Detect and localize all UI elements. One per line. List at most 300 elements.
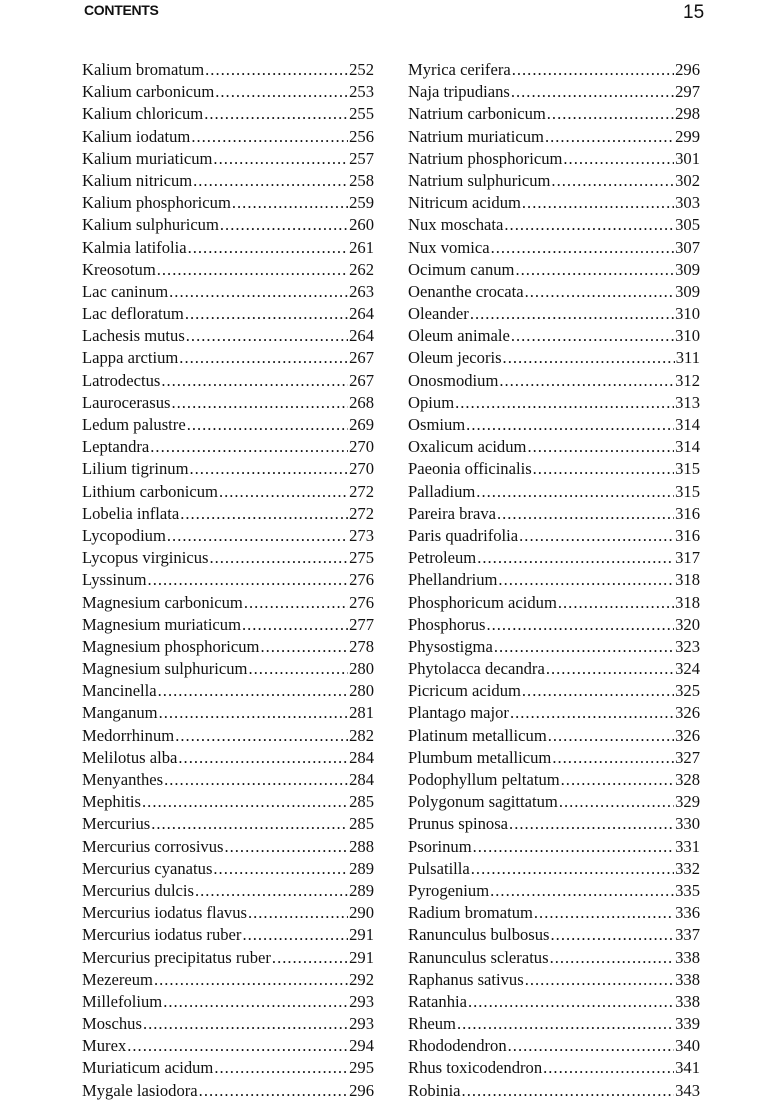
toc-entry-title: Platinum metallicum <box>408 725 547 745</box>
toc-entry-title: Robinia <box>408 1080 461 1100</box>
toc-entry-title: Natrium carbonicum <box>408 104 546 124</box>
dot-leader <box>455 392 674 414</box>
toc-entry-page: 311 <box>675 348 700 368</box>
dot-leader <box>209 547 348 569</box>
toc-entry-title: Mezereum <box>82 969 153 989</box>
toc-entry-page: 314 <box>675 437 700 457</box>
toc-entry-title: Kreosotum <box>82 259 156 279</box>
toc-entry-page: 272 <box>349 481 374 501</box>
toc-entry-page: 293 <box>349 991 374 1011</box>
toc-entry <box>82 59 374 81</box>
toc-entry <box>408 658 700 680</box>
toc-entry-title: Phellandrium <box>408 570 498 590</box>
toc-entry <box>408 59 700 81</box>
toc-entry <box>82 725 374 747</box>
dot-leader <box>490 880 674 902</box>
dot-leader <box>473 836 674 858</box>
toc-entry-title: Lappa arctium <box>82 348 179 368</box>
toc-entry-title: Pareira brava <box>408 503 496 523</box>
toc-entry-page: 325 <box>675 681 700 701</box>
dot-leader <box>509 813 674 835</box>
toc-entry <box>408 592 700 614</box>
toc-entry-title: Kalium carbonicum <box>82 82 215 102</box>
toc-entry-page: 284 <box>349 747 374 767</box>
toc-entry-title: Kalium chloricum <box>82 104 204 124</box>
toc-entry <box>82 503 374 525</box>
toc-entry <box>408 991 700 1013</box>
toc-entry-title: Kalium muriaticum <box>82 148 213 168</box>
toc-entry <box>408 1013 700 1035</box>
toc-entry <box>408 702 700 724</box>
dot-leader <box>551 924 675 946</box>
toc-entry-title: Phosphoricum acidum <box>408 592 557 612</box>
dot-leader <box>214 1057 348 1079</box>
toc-entry-page: 267 <box>349 370 374 390</box>
dot-leader <box>143 1013 348 1035</box>
toc-entry <box>408 259 700 281</box>
toc-entry <box>82 81 374 103</box>
dot-leader <box>161 370 348 392</box>
toc-entry-page: 273 <box>349 525 374 545</box>
toc-entry <box>82 214 374 236</box>
toc-entry-title: Kalmia latifolia <box>82 237 187 257</box>
toc-entry <box>82 1013 374 1035</box>
dot-leader <box>169 281 348 303</box>
toc-entry-title: Nux moschata <box>408 215 504 235</box>
toc-entry <box>408 858 700 880</box>
dot-leader <box>477 547 674 569</box>
toc-entry-title: Ocimum canum <box>408 259 515 279</box>
toc-entry-page: 278 <box>349 636 374 656</box>
toc-entry-title: Lycopus virginicus <box>82 548 209 568</box>
toc-entry-title: Pulsatilla <box>408 858 470 878</box>
contents-column-right <box>408 59 700 1102</box>
toc-entry-title: Lyssinum <box>82 570 147 590</box>
toc-entry <box>408 947 700 969</box>
toc-entry <box>82 858 374 880</box>
toc-entry-page: 296 <box>675 60 700 79</box>
dot-leader <box>204 103 348 125</box>
toc-entry-title: Plumbum metallicum <box>408 747 552 767</box>
toc-entry-title: Mercurius iodatus ruber <box>82 925 242 945</box>
toc-entry-title: Oleander <box>408 304 469 324</box>
toc-entry-title: Natrium muriaticum <box>408 126 544 146</box>
toc-entry-title: Polygonum sagittatum <box>408 792 558 812</box>
dot-leader <box>499 370 674 392</box>
dot-leader <box>213 858 348 880</box>
toc-entry-page: 284 <box>349 770 374 789</box>
dot-leader <box>127 1035 348 1057</box>
dot-leader <box>525 969 674 991</box>
toc-entry-title: Medorrhinum <box>82 725 175 745</box>
toc-entry <box>408 1035 700 1057</box>
toc-entry-title: Kalium bromatum <box>82 60 205 79</box>
toc-entry-page: 252 <box>349 60 374 79</box>
toc-entry-title: Leptandra <box>82 437 150 457</box>
toc-entry-title: Magnesium muriaticum <box>82 614 241 634</box>
toc-entry-page: 257 <box>349 148 374 168</box>
toc-entry <box>408 192 700 214</box>
toc-entry-title: Mercurius precipitatus ruber <box>82 947 271 967</box>
toc-entry <box>82 281 374 303</box>
toc-entry <box>82 836 374 858</box>
toc-entry <box>82 680 374 702</box>
toc-entry-title: Radium bromatum <box>408 903 533 923</box>
toc-entry <box>82 458 374 480</box>
toc-entry-title: Lilium tigrinum <box>82 459 189 479</box>
toc-entry-page: 301 <box>675 148 700 168</box>
toc-entry-page: 309 <box>675 259 700 279</box>
toc-entry <box>82 148 374 170</box>
toc-entry <box>408 813 700 835</box>
toc-entry-page: 307 <box>675 237 700 257</box>
toc-entry <box>408 569 700 591</box>
dot-leader <box>175 725 348 747</box>
toc-entry-page: 317 <box>675 548 700 568</box>
toc-entry <box>408 924 700 946</box>
toc-entry-title: Lac defloratum <box>82 304 184 324</box>
toc-entry-title: Phosphorus <box>408 614 486 634</box>
toc-entry <box>408 347 700 369</box>
toc-entry <box>408 1080 700 1102</box>
toc-entry-title: Mephitis <box>82 792 142 812</box>
toc-entry-page: 275 <box>349 548 374 568</box>
dot-leader <box>476 481 674 503</box>
dot-leader <box>503 347 675 369</box>
toc-entry-page: 259 <box>349 193 374 213</box>
toc-entry-page: 272 <box>349 503 374 523</box>
toc-entry <box>82 902 374 924</box>
dot-leader <box>215 81 348 103</box>
dot-leader <box>551 170 674 192</box>
dot-leader <box>512 59 674 81</box>
toc-entry <box>82 592 374 614</box>
toc-entry-title: Natrium phosphoricum <box>408 148 563 168</box>
dot-leader <box>220 214 348 236</box>
toc-entry <box>82 1080 374 1102</box>
toc-entry <box>408 836 700 858</box>
toc-entry-page: 295 <box>349 1058 374 1078</box>
toc-entry <box>82 237 374 259</box>
toc-entry <box>82 769 374 791</box>
dot-leader <box>546 658 674 680</box>
toc-entry <box>408 525 700 547</box>
dot-leader <box>260 636 348 658</box>
toc-entry-page: 318 <box>675 570 700 590</box>
dot-leader <box>545 126 674 148</box>
toc-entry-title: Laurocerasus <box>82 392 171 412</box>
dot-leader <box>533 458 674 480</box>
toc-entry-page: 326 <box>675 703 700 723</box>
toc-entry-page: 288 <box>349 836 374 856</box>
toc-entry <box>408 370 700 392</box>
toc-entry-title: Paeonia officinalis <box>408 459 532 479</box>
toc-entry-title: Phytolacca decandra <box>408 659 545 679</box>
toc-entry <box>82 303 374 325</box>
dot-leader <box>519 525 674 547</box>
toc-entry-page: 328 <box>675 770 700 789</box>
toc-entry-title: Podophyllum peltatum <box>408 770 560 789</box>
toc-entry-title: Naja tripudians <box>408 82 510 102</box>
toc-entry-title: Plantago major <box>408 703 509 723</box>
toc-entry-page: 280 <box>349 659 374 679</box>
dot-leader <box>471 858 674 880</box>
toc-entry <box>82 392 374 414</box>
toc-entry-title: Latrodectus <box>82 370 161 390</box>
dot-leader <box>213 148 348 170</box>
toc-entry <box>82 370 374 392</box>
toc-entry-title: Paris quadrifolia <box>408 525 519 545</box>
toc-entry-page: 262 <box>349 259 374 279</box>
toc-entry-title: Prunus spinosa <box>408 814 509 834</box>
toc-entry-title: Mercurius dulcis <box>82 880 194 900</box>
toc-entry-page: 337 <box>675 925 700 945</box>
dot-leader <box>142 791 348 813</box>
dot-leader <box>242 614 348 636</box>
dot-leader <box>522 192 674 214</box>
dot-leader <box>157 259 348 281</box>
dot-leader <box>468 991 674 1013</box>
toc-entry-title: Nitricum acidum <box>408 193 521 213</box>
toc-entry-title: Kalium nitricum <box>82 170 193 190</box>
toc-entry <box>82 525 374 547</box>
toc-entry-page: 327 <box>675 747 700 767</box>
toc-entry-page: 270 <box>349 437 374 457</box>
dot-leader <box>232 192 348 214</box>
toc-entry-title: Mercurius iodatus flavus <box>82 903 247 923</box>
toc-entry <box>82 347 374 369</box>
dot-leader <box>186 325 348 347</box>
toc-entry-page: 285 <box>349 792 374 812</box>
toc-entry <box>408 148 700 170</box>
toc-entry-title: Melilotus alba <box>82 747 178 767</box>
toc-entry-page: 303 <box>675 193 700 213</box>
dot-leader <box>457 1013 674 1035</box>
toc-entry-page: 268 <box>349 392 374 412</box>
dot-leader <box>558 592 674 614</box>
toc-entry-title: Picricum acidum <box>408 681 521 701</box>
dot-leader <box>219 481 348 503</box>
toc-entry-title: Kalium iodatum <box>82 126 191 146</box>
toc-entry <box>408 636 700 658</box>
toc-entry-title: Lac caninum <box>82 281 169 301</box>
toc-entry-title: Onosmodium <box>408 370 499 390</box>
toc-entry-page: 330 <box>675 814 700 834</box>
dot-leader <box>561 769 674 791</box>
toc-entry-title: Rhus toxicodendron <box>408 1058 543 1078</box>
dot-leader <box>508 1035 674 1057</box>
toc-entry-title: Ranunculus bulbosus <box>408 925 550 945</box>
toc-entry <box>82 947 374 969</box>
toc-entry-page: 338 <box>675 991 700 1011</box>
toc-entry <box>82 880 374 902</box>
toc-entry <box>82 791 374 813</box>
toc-entry-page: 297 <box>675 82 700 102</box>
toc-entry-page: 267 <box>349 348 374 368</box>
toc-entry-page: 299 <box>675 126 700 146</box>
toc-entry-title: Myrica cerifera <box>408 60 511 79</box>
toc-entry <box>408 680 700 702</box>
dot-leader <box>242 924 348 946</box>
toc-entry-title: Natrium sulphuricum <box>408 170 551 190</box>
toc-entry-page: 276 <box>349 592 374 612</box>
toc-entry <box>408 902 700 924</box>
toc-entry-title: Opium <box>408 392 455 412</box>
toc-entry-title: Moschus <box>82 1014 142 1034</box>
toc-entry-title: Nux vomica <box>408 237 490 257</box>
toc-entry-title: Mercurius <box>82 814 151 834</box>
dot-leader <box>205 59 348 81</box>
toc-entry-page: 302 <box>675 170 700 190</box>
dot-leader <box>158 680 348 702</box>
dot-leader <box>491 237 675 259</box>
contents-column-left <box>82 59 374 1102</box>
dot-leader <box>248 902 348 924</box>
dot-leader <box>178 747 348 769</box>
toc-entry-title: Oenanthe crocata <box>408 281 524 301</box>
dot-leader <box>179 347 348 369</box>
toc-entry <box>82 103 374 125</box>
toc-entry <box>408 392 700 414</box>
toc-entry-page: 285 <box>349 814 374 834</box>
toc-entry-title: Osmium <box>408 415 466 434</box>
toc-entry <box>82 481 374 503</box>
toc-entry-page: 338 <box>675 969 700 989</box>
toc-entry-title: Murex <box>82 1036 127 1056</box>
toc-entry <box>408 969 700 991</box>
toc-entry-page: 291 <box>349 947 374 967</box>
toc-entry-page: 256 <box>349 126 374 146</box>
toc-entry-title: Rheum <box>408 1014 456 1034</box>
toc-entry <box>408 547 700 569</box>
toc-entry <box>408 170 700 192</box>
toc-entry <box>82 325 374 347</box>
dot-leader <box>547 103 674 125</box>
toc-entry-page: 320 <box>675 614 700 634</box>
toc-entry-page: 312 <box>675 370 700 390</box>
toc-entry <box>82 702 374 724</box>
toc-entry-page: 343 <box>675 1080 700 1100</box>
dot-leader <box>466 414 674 436</box>
dot-leader <box>151 813 348 835</box>
toc-entry-title: Oxalicum acidum <box>408 437 527 457</box>
dot-leader <box>470 303 674 325</box>
toc-entry <box>408 503 700 525</box>
toc-entry-page: 263 <box>349 281 374 301</box>
toc-entry <box>408 1057 700 1079</box>
toc-entry <box>82 614 374 636</box>
toc-entry-page: 339 <box>675 1014 700 1034</box>
page-number: 15 <box>683 2 705 23</box>
toc-entry-page: 277 <box>349 614 374 634</box>
dot-leader <box>510 702 674 724</box>
toc-entry-page: 318 <box>675 592 700 612</box>
toc-entry-title: Raphanus sativus <box>408 969 524 989</box>
toc-entry-page: 293 <box>349 1014 374 1034</box>
toc-entry-page: 341 <box>675 1058 700 1078</box>
toc-entry-title: Magnesium sulphuricum <box>82 659 248 679</box>
toc-entry-title: Magnesium carbonicum <box>82 592 243 612</box>
toc-entry-page: 269 <box>349 415 374 434</box>
toc-entry <box>408 214 700 236</box>
toc-entry <box>408 126 700 148</box>
toc-entry-title: Physostigma <box>408 636 493 656</box>
toc-entry-page: 260 <box>349 215 374 235</box>
toc-entry-title: Psorinum <box>408 836 472 856</box>
toc-entry-page: 315 <box>675 481 700 501</box>
dot-leader <box>244 592 348 614</box>
toc-entry-page: 292 <box>349 969 374 989</box>
toc-entry-page: 305 <box>675 215 700 235</box>
dot-leader <box>185 303 348 325</box>
toc-entry <box>408 458 700 480</box>
dot-leader <box>180 503 348 525</box>
dot-leader <box>498 569 674 591</box>
dot-leader <box>543 1057 674 1079</box>
dot-leader <box>504 214 674 236</box>
toc-entry-title: Petroleum <box>408 548 477 568</box>
toc-entry-title: Millefolium <box>82 991 163 1011</box>
dot-leader <box>515 259 674 281</box>
toc-entry <box>408 281 700 303</box>
toc-entry-page: 281 <box>349 703 374 723</box>
dot-leader <box>154 969 348 991</box>
dot-leader <box>522 680 674 702</box>
toc-entry <box>82 547 374 569</box>
dot-leader <box>224 836 348 858</box>
toc-entry-page: 316 <box>675 503 700 523</box>
toc-entry-page: 264 <box>349 326 374 346</box>
toc-entry <box>408 81 700 103</box>
dot-leader <box>171 392 348 414</box>
toc-entry-page: 336 <box>675 903 700 923</box>
toc-entry-title: Manganum <box>82 703 158 723</box>
toc-entry-title: Lobelia inflata <box>82 503 180 523</box>
toc-entry-title: Ratanhia <box>408 991 467 1011</box>
toc-entry-page: 253 <box>349 82 374 102</box>
dot-leader <box>462 1080 675 1102</box>
toc-entry-page: 329 <box>675 792 700 812</box>
dot-leader <box>550 947 675 969</box>
toc-entry <box>82 170 374 192</box>
toc-entry <box>82 813 374 835</box>
dot-leader <box>486 614 674 636</box>
dot-leader <box>195 880 348 902</box>
toc-entry <box>408 880 700 902</box>
toc-entry <box>82 414 374 436</box>
toc-entry-title: Mercurius cyanatus <box>82 858 213 878</box>
toc-entry-title: Palladium <box>408 481 476 501</box>
toc-entry <box>82 1057 374 1079</box>
dot-leader <box>191 126 348 148</box>
dot-leader <box>534 902 674 924</box>
dot-leader <box>188 237 349 259</box>
toc-entry-page: 314 <box>675 415 700 434</box>
toc-entry-page: 340 <box>675 1036 700 1056</box>
toc-entry-page: 326 <box>675 725 700 745</box>
dot-leader <box>511 81 674 103</box>
toc-entry-title: Oleum animale <box>408 326 510 346</box>
dot-leader <box>563 148 674 170</box>
toc-entry <box>408 325 700 347</box>
toc-entry-title: Lachesis mutus <box>82 326 185 346</box>
toc-entry-page: 310 <box>675 326 700 346</box>
toc-entry-page: 324 <box>675 659 700 679</box>
toc-entry <box>408 237 700 259</box>
toc-entry-title: Mercurius corrosivus <box>82 836 224 856</box>
toc-entry <box>408 436 700 458</box>
dot-leader <box>527 436 674 458</box>
